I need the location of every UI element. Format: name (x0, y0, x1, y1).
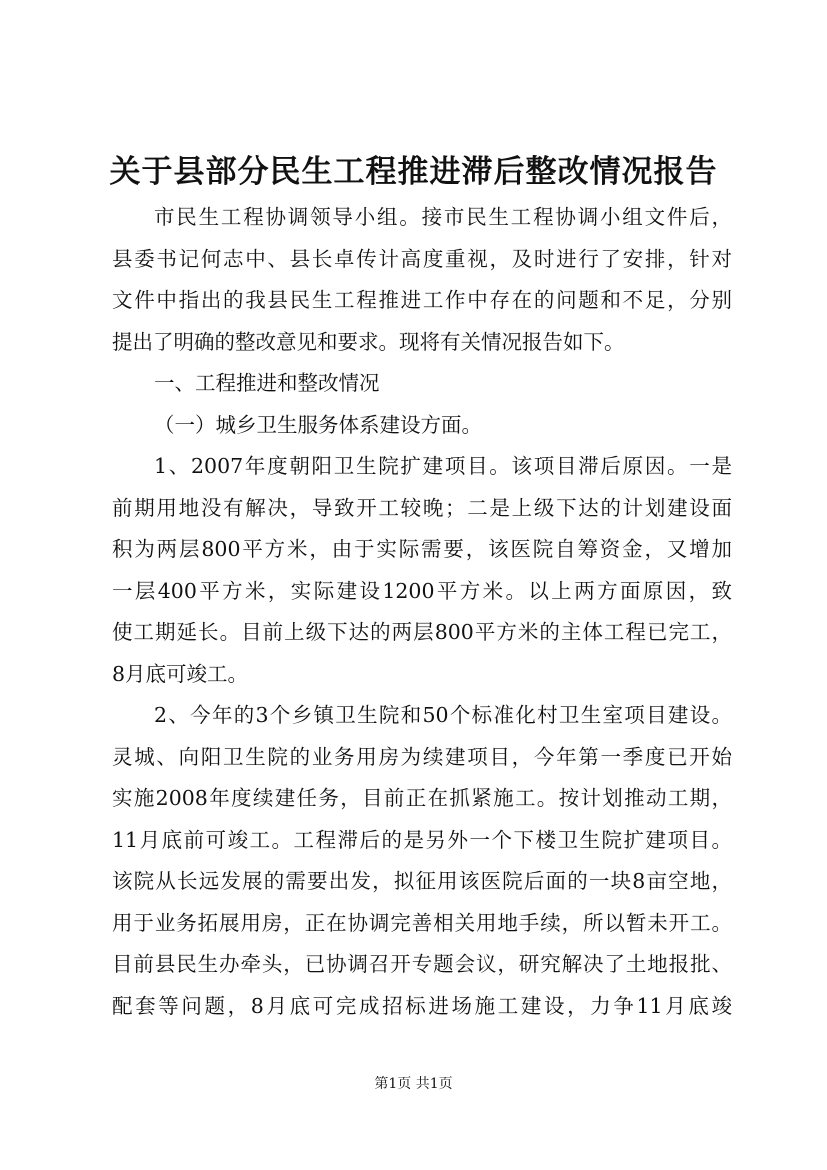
paragraph-line: 8月底可竣工。 (112, 661, 249, 686)
paragraph-line: 配套等问题，8月底可完成招标进场施工建设，力争11月底竣 (112, 993, 732, 1018)
paragraph-line: 市民生工程协调领导小组。接市民生工程协调小组文件后， (154, 205, 732, 229)
paragraph-line: 实施2008年度续建任务，目前正在抓紧施工。按计划推动工期， (112, 786, 732, 810)
subsection-heading: （一）城乡卫生服务体系建设方面。 (154, 412, 482, 437)
paragraph-line: 11月底前可竣工。工程滞后的是另外一个下楼卫生院扩建项目。 (112, 827, 732, 852)
paragraph-line: 1、2007年度朝阳卫生院扩建项目。该项目滞后原因。一是 (154, 454, 732, 478)
paragraph-line: 该院从长远发展的需要出发，拟征用该医院后面的一块8亩空地， (112, 869, 732, 893)
section-heading: 一、工程推进和整改情况 (154, 371, 380, 395)
document-body (112, 197, 732, 1027)
paragraph-line: 使工期延长。目前上级下达的两层800平方米的主体工程已完工， (112, 620, 732, 644)
document-title: 关于县部分民生工程推进滞后整改情况报告 (109, 154, 718, 190)
paragraph-line: 前期用地没有解决，导致开工较晚；二是上级下达的计划建设面 (112, 495, 732, 520)
paragraph-line: 2、今年的3个乡镇卫生院和50个标准化村卫生室项目建设。 (154, 703, 732, 727)
paragraph-line: 灵城、向阳卫生院的业务用房为续建项目，今年第一季度已开始 (112, 744, 732, 769)
paragraph-line: 积为两层800平方米，由于实际需要，该医院自筹资金，又增加 (112, 537, 732, 561)
page-footer: 第1页 共1页 (374, 1076, 453, 1092)
paragraph-line: 文件中指出的我县民生工程推进工作中存在的问题和不足，分别 (112, 288, 732, 312)
paragraph-line: 县委书记何志中、县长卓传计高度重视，及时进行了安排，针对 (112, 246, 732, 271)
paragraph-line: 目前县民生办牵头，已协调召开专题会议，研究解决了土地报批、 (112, 952, 732, 976)
paragraph-line: 用于业务拓展用房，正在协调完善相关用地手续，所以暂未开工。 (112, 910, 732, 935)
paragraph-line: 一层400平方米，实际建设1200平方米。以上两方面原因，致 (112, 578, 732, 603)
paragraph-line: 提出了明确的整改意见和要求。现将有关情况报告如下。 (112, 329, 625, 354)
